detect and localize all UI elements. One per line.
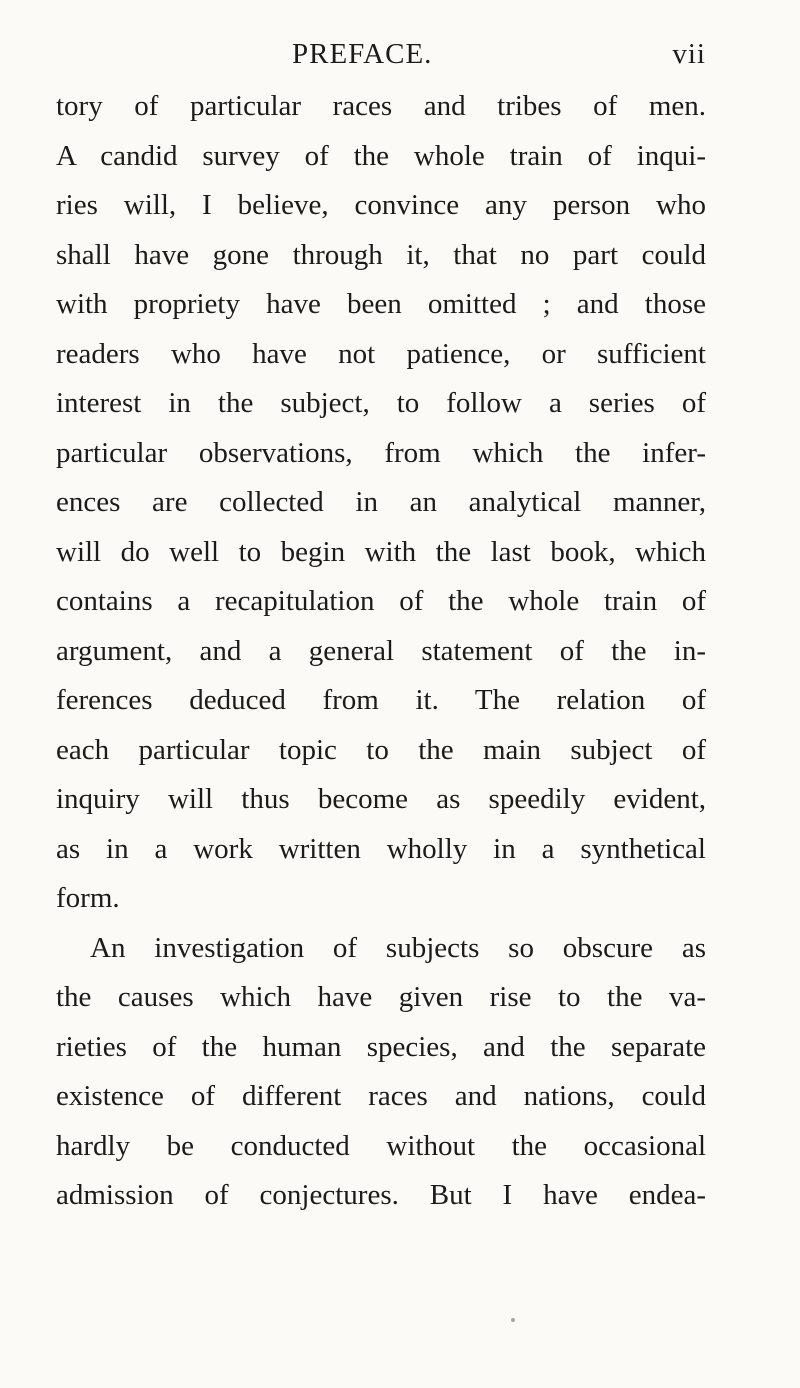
text-line: inquiry will thus become as speedily evident,: [56, 783, 706, 815]
text-line: interest in the subject, to follow a series of: [56, 387, 706, 419]
text-line: existence of different races and nations, could: [56, 1080, 706, 1112]
text-line: rieties of the human species, and the separate: [56, 1030, 706, 1063]
text-line: with propriety have been omitted ; and those: [56, 288, 706, 320]
text-line: contains a recapitulation of the whole train of: [56, 585, 706, 617]
paper-speck: [511, 1318, 515, 1322]
text-line: A candid survey of the whole train of inqui-: [56, 139, 706, 172]
text-line: readers who have not patience, or sufficient: [56, 337, 706, 370]
text-line: will do well to begin with the last book, which: [56, 535, 706, 568]
paragraph-start-line: An investigation of subjects so obscure as: [90, 931, 706, 964]
text-line: particular observations, from which the infer-: [56, 436, 706, 469]
running-title: PREFACE.: [292, 38, 433, 70]
text-line: admission of conjectures. But I have endea-: [56, 1179, 706, 1211]
running-head: [56, 36, 706, 72]
text-line: as in a work written wholly in a synthetical: [56, 832, 706, 865]
text-line: ferences deduced from it. The relation of: [56, 684, 706, 716]
text-line: ries will, I believe, convince any person who: [56, 189, 706, 221]
text-line: each particular topic to the main subject of: [56, 733, 706, 766]
text-line: ences are collected in an analytical manner,: [56, 486, 706, 518]
text-line: argument, and a general statement of the in-: [56, 634, 706, 667]
text-line: hardly be conducted without the occasional: [56, 1129, 706, 1162]
text-line: the causes which have given rise to the va-: [56, 981, 706, 1013]
text-line: tory of particular races and tribes of men.: [56, 90, 706, 122]
page-number: vii: [672, 38, 706, 70]
body-text: [56, 82, 706, 1221]
text-line: shall have gone through it, that no part could: [56, 238, 706, 271]
paragraph-end-line: form.: [56, 882, 120, 914]
